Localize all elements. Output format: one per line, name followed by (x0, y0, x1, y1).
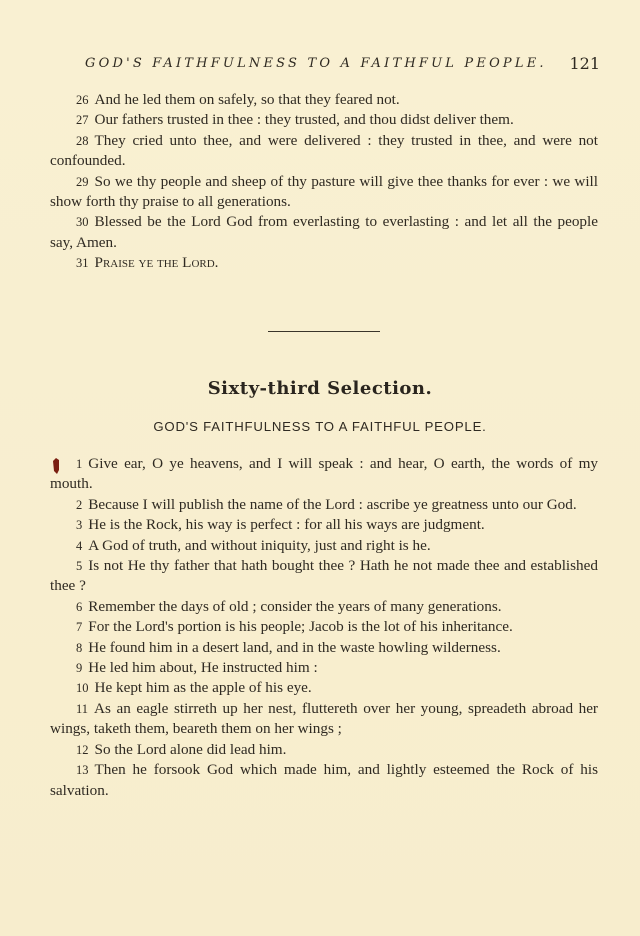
verse-number: 11 (76, 701, 89, 716)
verse-list-top (50, 90, 598, 274)
selection-title: Sixty-third Selection. (207, 378, 433, 399)
verse-number: 6 (76, 599, 83, 614)
verse-number: 2 (76, 497, 83, 512)
verse (50, 699, 598, 740)
verse (50, 638, 598, 658)
verse (50, 212, 598, 253)
verse-number: 28 (76, 133, 89, 148)
verse-number: 12 (76, 742, 89, 757)
running-head-title: GOD'S FAITHFULNESS TO A FAITHFUL PEOPLE. (85, 56, 547, 71)
verse-number: 4 (76, 538, 83, 553)
verse-text: As an eagle stirreth up her nest, fluttereth over her young, spreadeth abroad her wings, taketh them, beareth them on her wings ; (50, 699, 598, 738)
verse-text: Remember the days of old ; consider the years of many generations. (88, 597, 502, 615)
verse-text: He kept him as the apple of his eye. (94, 679, 312, 697)
verse (50, 253, 598, 273)
verse-text: He found him in a desert land, and in the waste howling wilderness. (88, 638, 501, 656)
verse-text: He is the Rock, his way is perfect : for all his ways are judgment. (88, 516, 485, 534)
verse-text: Praise ye the Lord. (94, 254, 219, 272)
verse-number: 27 (76, 113, 89, 128)
verse-text: For the Lord's portion is his people; Jacob is the lot of his inheritance. (88, 618, 513, 636)
verse-text: So we thy people and sheep of thy pasture will give thee thanks for ever : we will show forth thy praise to all generations. (50, 172, 598, 211)
verse-number: 29 (76, 174, 89, 189)
verse (50, 678, 598, 698)
verse-text: Then he forsook God which made him, and lightly esteemed the Rock of his salvation. (50, 761, 598, 799)
verse-number: 1 (76, 457, 83, 471)
verse-number: 7 (76, 620, 83, 635)
verse-number: 10 (76, 681, 89, 696)
verse-text: Because I will publish the name of the Lord : ascribe ye greatness unto our God. (88, 495, 577, 513)
verse (50, 90, 598, 110)
verse-number: 9 (76, 661, 83, 676)
verse (50, 658, 598, 678)
verse-number: 13 (76, 763, 89, 778)
verse (50, 110, 598, 130)
verse (50, 172, 598, 213)
verse-number: 8 (76, 640, 83, 655)
verse (50, 740, 598, 760)
verse-text: They cried unto thee, and were delivered : they trusted in thee, and were not confounded. (50, 131, 598, 170)
verse-list-bottom (50, 454, 598, 801)
verse (50, 515, 598, 535)
verse-text: Give ear, O ye heavens, and I will speak : and hear, O earth, the words of my mouth. (50, 455, 598, 493)
verse-text: And he led them on safely, so that they feared not. (94, 91, 400, 108)
verse-number: 3 (76, 518, 83, 533)
verse (50, 495, 598, 515)
verse (50, 454, 598, 495)
running-head (85, 56, 600, 71)
verse-text: So the Lord alone did lead him. (94, 740, 287, 758)
verse-text: He led him about, He instructed him : (88, 659, 318, 677)
verse-text: Is not He thy father that hath bought thee ? Hath he not made thee and established thee ? (50, 557, 598, 595)
verse (50, 617, 598, 637)
verse (50, 597, 598, 617)
verse-text: Our fathers trusted in thee : they trusted, and thou didst deliver them. (94, 111, 514, 129)
verse-number: 30 (76, 215, 89, 230)
verse (50, 760, 598, 801)
selection-subtitle: GOD'S FAITHFULNESS TO A FAITHFUL PEOPLE. (153, 419, 487, 434)
verse (50, 536, 598, 556)
section-divider (268, 331, 380, 332)
page-number: 121 (569, 54, 600, 73)
verse (50, 131, 598, 172)
verse-number: 5 (76, 559, 83, 574)
verse-text: Blessed be the Lord God from everlasting to everlasting : and let all the people say, Amen. (50, 213, 598, 251)
verse-number: 31 (76, 256, 89, 271)
verse (50, 556, 598, 597)
verse-text: A God of truth, and without iniquity, just and right is he. (88, 536, 431, 554)
verse-number: 26 (76, 93, 89, 107)
